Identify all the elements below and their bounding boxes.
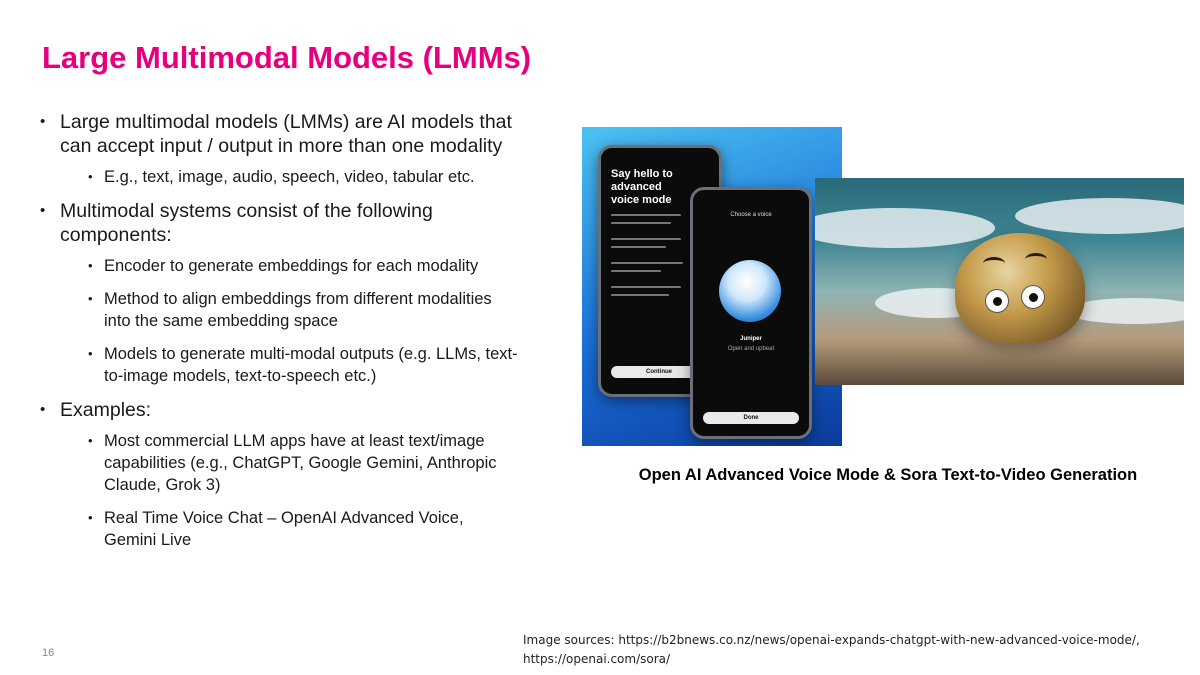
foam-shape <box>1015 198 1184 234</box>
text-line <box>611 222 671 224</box>
page-number: 16 <box>42 647 55 659</box>
source-line: Image sources: https://b2bnews.co.nz/news/openai-expands-chatgpt-with-new-advanced-voice-mode/, <box>523 633 1140 647</box>
bullet-group <box>40 110 520 188</box>
text-line <box>611 286 681 288</box>
text-line <box>611 214 681 216</box>
image-sources <box>523 631 1183 669</box>
voice-name: Juniper <box>740 336 762 342</box>
phone-left-title: Say hello to advanced voice mode <box>611 168 673 206</box>
image-caption: Open AI Advanced Voice Mode & Sora Text-to-Video Generation <box>638 466 1138 484</box>
brow-left <box>983 257 1005 270</box>
text-line <box>611 270 661 272</box>
text-line <box>611 294 669 296</box>
sub-bullet-item: • E.g., text, image, audio, speech, video, tabular etc. <box>104 166 520 188</box>
source-line: https://openai.com/sora/ <box>523 652 671 666</box>
voice-description: Open and upbeat <box>727 346 775 352</box>
voice-mode-image <box>582 127 842 446</box>
phone-right-header: Choose a voice <box>730 212 772 218</box>
sora-video-image <box>815 178 1184 385</box>
sub-bullet-item: • Most commercial LLM apps have at least text/image capabilities (e.g., ChatGPT, Google Gemini, Anthropic Claude, Grok 3) <box>104 430 520 496</box>
eye-left <box>985 289 1009 313</box>
bullet-item: • Large multimodal models (LMMs) are AI models that can accept input / output in more than one modality <box>40 110 520 158</box>
bullet-list <box>40 110 520 562</box>
sub-bullet-item: • Encoder to generate embeddings for each modality <box>104 255 520 277</box>
slide-title: Large Multimodal Models (LMMs) <box>42 40 532 75</box>
voice-orb <box>719 260 781 322</box>
bullet-group <box>40 398 520 551</box>
eye-right <box>1021 285 1045 309</box>
done-button: Done <box>703 412 799 424</box>
brow-right <box>1025 253 1047 266</box>
text-line <box>611 262 683 264</box>
bullet-item: • Examples: <box>40 398 520 422</box>
sub-bullet-item: • Models to generate multi-modal outputs (e.g. LLMs, text-to-image models, text-to-speech etc.) <box>104 343 520 387</box>
continue-button: Continue <box>611 366 707 378</box>
sub-bullet-item: • Real Time Voice Chat – OpenAI Advanced Voice, Gemini Live <box>104 507 520 551</box>
phone-mockup-right <box>690 187 812 439</box>
sub-bullet-item: • Method to align embeddings from different modalities into the same embedding space <box>104 288 520 332</box>
text-line <box>611 238 681 240</box>
bullet-group <box>40 199 520 387</box>
bullet-item: • Multimodal systems consist of the following components: <box>40 199 520 247</box>
foam-shape <box>815 208 995 248</box>
text-line <box>611 246 666 248</box>
blob-creature <box>955 233 1085 343</box>
